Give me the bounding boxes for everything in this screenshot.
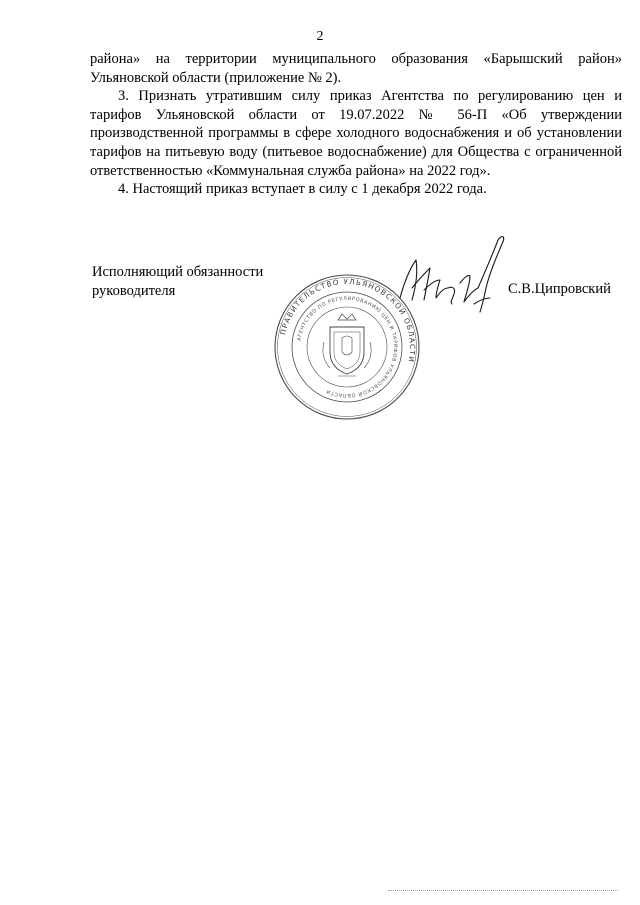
paragraph-item-3: 3. Признать утратившим силу приказ Агентства по регулированию цен и тарифов Ульяновской области от 19.07.2022 № 56-П «Об утверждении производственной программы в сфере холодного водоснабжения и об установлении тарифов на питьевую воду (питьевое водоснабжение) для Общества с ограниченной ответственностью «Коммунальная служба района» на 2022 год».	[90, 88, 622, 179]
paragraph-item-4: 4. Настоящий приказ вступает в силу с 1 декабря 2022 года.	[118, 181, 487, 198]
signer-title	[92, 263, 263, 301]
signer-title-line-1: Исполняющий обязанности	[92, 264, 264, 280]
seal-outer-text: ПРАВИТЕЛЬСТВО УЛЬЯНОВСКОЙ ОБЛАСТИ	[278, 276, 418, 364]
handwritten-signature-icon	[390, 228, 510, 323]
paragraph-continuation: района» на территории муниципального образования «Барышский район» Ульяновской области (приложение № 2).	[90, 51, 622, 86]
footer-dotted-line	[388, 890, 618, 891]
signer-name: С.В.Ципровский	[508, 281, 611, 297]
coat-of-arms-icon	[323, 314, 371, 376]
signer-title-line-2: руководителя	[92, 283, 176, 299]
seal-inner-text: АГЕНТСТВО ПО РЕГУЛИРОВАНИЮ ЦЕН И ТАРИФОВ УЛЬЯНОВСКОЙ ОБЛАСТИ	[296, 295, 399, 399]
page-number: 2	[316, 29, 324, 44]
